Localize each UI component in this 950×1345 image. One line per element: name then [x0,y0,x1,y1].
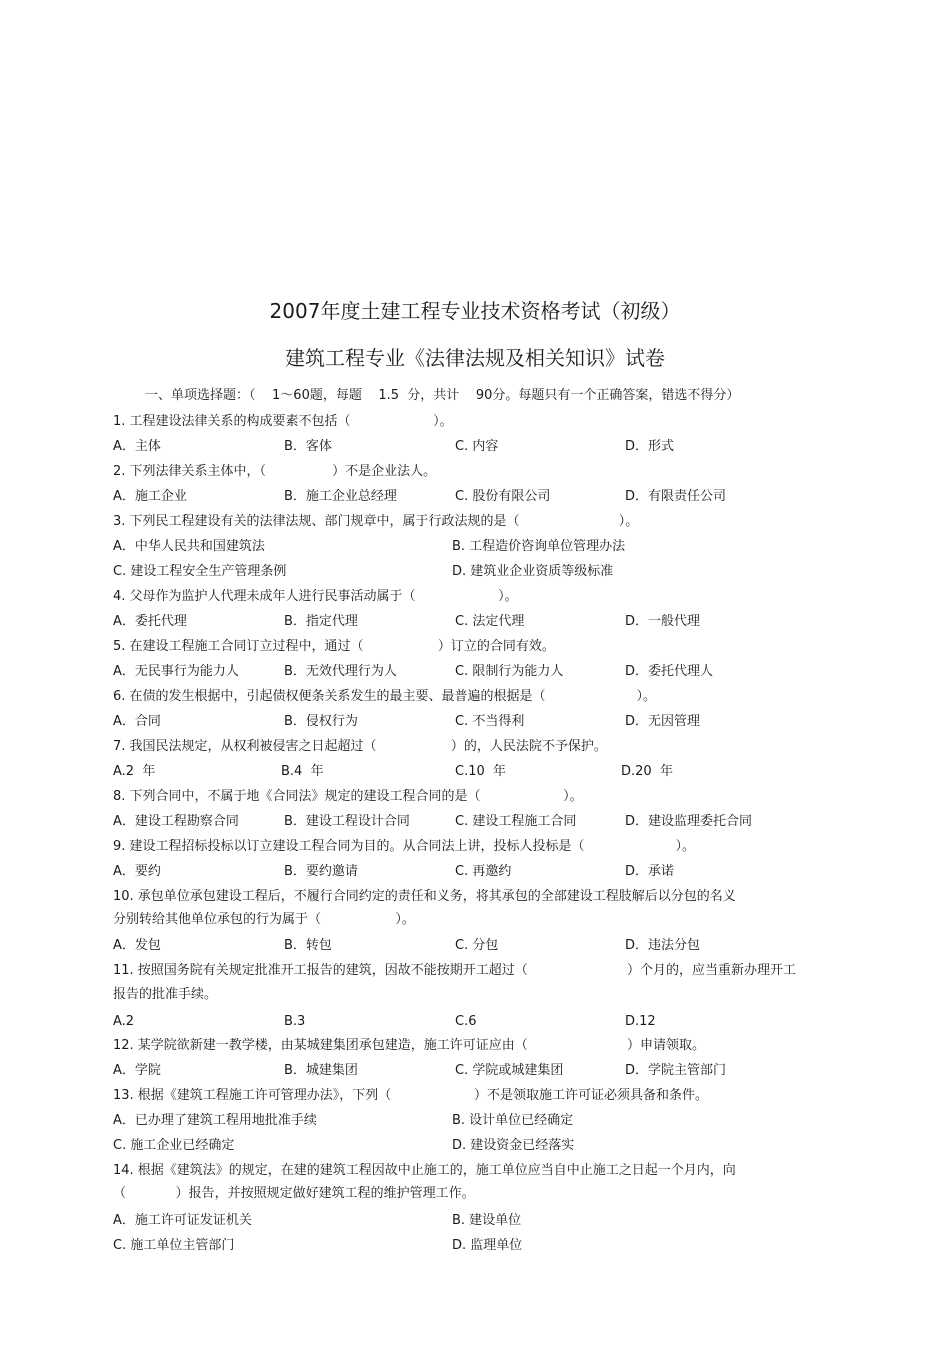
option-d: D．无因管理 [625,714,701,729]
option-c: C. 建设工程安全生产管理条例 [113,564,287,579]
option-c: C. 法定代理 [455,614,525,629]
option-a: A.2 年 [113,764,156,779]
option-c: C. 再邀约 [455,864,512,879]
option-b: B. 建设单位 [452,1213,522,1228]
section-instructions: 一、单项选择题：（ 1～60题，每题 1.5 分，共计 90分。每题只有一个正确答案，错选不得分） [145,388,740,403]
question-stem: 4. 父母作为监护人代理未成年人进行民事活动属于（ ）。 [113,589,518,604]
option-a: A．主体 [113,439,161,454]
option-d: D．委托代理人 [625,664,714,679]
option-b: B．城建集团 [284,1063,358,1078]
option-a: A．委托代理 [113,614,187,629]
option-b: B.4 年 [281,764,324,779]
question-stem: 11. 按照国务院有关规定批准开工报告的建筑，因故不能按期开工超过（ ）个月的，应当重新办理开工 [113,963,796,978]
option-a: A．建设工程勘察合同 [113,814,239,829]
option-c: C. 不当得利 [455,714,525,729]
option-c: C. 限制行为能力人 [455,664,564,679]
question-stem: 9. 建设工程招标投标以订立建设工程合同为目的。从合同法上讲，投标人投标是（ ）。 [113,839,695,854]
option-b: B．转包 [284,938,332,953]
question-stem: 3. 下列民工程建设有关的法律法规、部门规章中，属于行政法规的是（ ）。 [113,514,639,529]
question-stem: 1. 工程建设法律关系的构成要素不包括（ ）。 [113,414,453,429]
option-a: A．施工许可证发证机关 [113,1213,252,1228]
question-stem-continued: 分别转给其他单位承包的行为属于（ ）。 [113,912,415,927]
question-stem-continued: （ ）报告，并按照规定做好建筑工程的维护管理工作。 [113,1186,475,1201]
option-c: C. 内容 [455,439,499,454]
option-a: A．学院 [113,1063,161,1078]
option-b: B. 设计单位已经确定 [452,1113,574,1128]
option-a: A．施工企业 [113,489,187,504]
option-b: B．侵权行为 [284,714,358,729]
option-d: D．学院主管部门 [625,1063,727,1078]
question-stem: 13. 根据《建筑工程施工许可管理办法》，下列（ ）不是领取施工许可证必须具备和条件。 [113,1088,708,1103]
option-a: A．中华人民共和国建筑法 [113,539,265,554]
option-c: C. 学院或城建集团 [455,1063,564,1078]
question-stem: 12. 某学院欲新建一教学楼，由某城建集团承包建造，施工许可证应由（ ）申请领取。 [113,1038,705,1053]
question-stem: 2. 下列法律关系主体中，（ ）不是企业法人。 [113,464,437,479]
option-b: B．建设工程设计合同 [284,814,410,829]
option-d: D.12 [625,1014,656,1029]
option-a: A．发包 [113,938,161,953]
question-stem-continued: 报告的批准手续。 [113,987,218,1002]
question-stem: 5. 在建设工程施工合同订立过程中，通过（ ）订立的合同有效。 [113,639,555,654]
option-d: D．一般代理 [625,614,701,629]
question-stem: 14. 根据《建筑法》的规定，在建的建筑工程因故中止施工的，施工单位应当自中止施工之日起一个月内，向 [113,1163,736,1178]
question-stem: 8. 下列合同中，不属于地《合同法》规定的建设工程合同的是（ ）。 [113,789,583,804]
option-c: C. 施工企业已经确定 [113,1138,235,1153]
option-d: D.20 年 [621,764,673,779]
option-a: A．要约 [113,864,161,879]
option-b: B. 工程造价咨询单位管理办法 [452,539,626,554]
question-stem: 10. 承包单位承包建设工程后，不履行合同约定的责任和义务，将其承包的全部建设工程肢解后以分包的名义 [113,889,736,904]
option-a: A.2 [113,1014,135,1029]
option-c: C. 股份有限公司 [455,489,551,504]
option-b: B．指定代理 [284,614,358,629]
option-d: D．形式 [625,439,675,454]
option-d: D. 建筑业企业资质等级标准 [452,564,614,579]
option-c: C. 施工单位主管部门 [113,1238,235,1253]
option-c: C.10 年 [455,764,507,779]
option-a: A．合同 [113,714,161,729]
option-c: C.6 [455,1014,477,1029]
question-stem: 7. 我国民法规定，从权利被侵害之日起超过（ ）的，人民法院不予保护。 [113,739,607,754]
option-b: B．施工企业总经理 [284,489,397,504]
option-b: B．要约邀请 [284,864,358,879]
exam-title: 2007年度土建工程专业技术资格考试（初级） [269,299,681,323]
option-d: D．承诺 [625,864,675,879]
option-b: B．无效代理行为人 [284,664,397,679]
option-d: D．违法分包 [625,938,701,953]
option-d: D．建设监理委托合同 [625,814,753,829]
option-b: B.3 [284,1014,306,1029]
option-c: C. 分包 [455,938,499,953]
question-stem: 6. 在债的发生根据中，引起债权便条关系发生的最主要、最普遍的根据是（ ）。 [113,689,656,704]
exam-subtitle: 建筑工程专业《法律法规及相关知识》试卷 [285,346,665,370]
option-d: D．有限责任公司 [625,489,727,504]
option-d: D. 建设资金已经落实 [452,1138,575,1153]
option-b: B．客体 [284,439,332,454]
option-d: D. 监理单位 [452,1238,523,1253]
option-a: A．已办理了建筑工程用地批准手续 [113,1113,317,1128]
option-a: A．无民事行为能力人 [113,664,239,679]
option-c: C. 建设工程施工合同 [455,814,577,829]
